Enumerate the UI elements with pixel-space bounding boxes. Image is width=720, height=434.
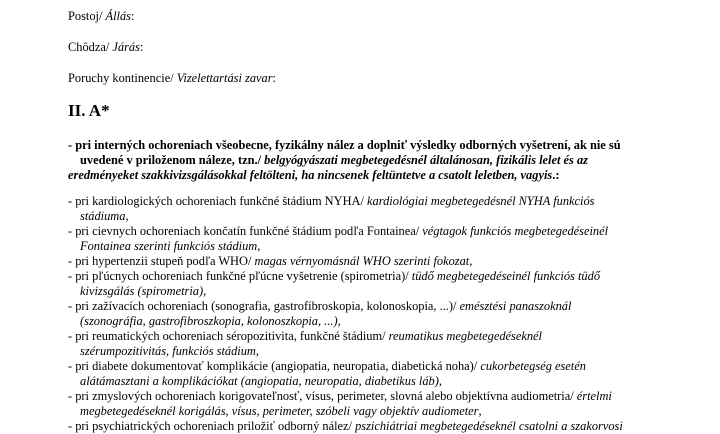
list-item: - pri zmyslových ochoreniach korigovateľnosť, vísus, perimeter, slovná alebo objektívna audiometria/ értelmi: [68, 389, 612, 403]
list-item: - pri pľúcnych ochoreniach funkčné pľúcne vyšetrenie (spirometria)/ tüdő megbetegedéseinél funkciós tüdő: [68, 269, 601, 283]
list-item: - pri cievnych ochoreniach končatín funkčné štádium podľa Fontainea/ végtagok funkciós megbetegedéseinél: [68, 224, 609, 238]
list-item-cont: kivizsgálás (spirometria),: [80, 284, 207, 298]
list-item: - pri kardiologických ochoreniach funkčné štádium NYHA/ kardiológiai megbetegedésnél NYHA funkciós: [68, 194, 595, 208]
list-item-cont: alátámasztani a komplikációkat (angiopatia, neuropatia, diabetikus láb),: [80, 374, 442, 388]
field-walking: Chôdza/ Járás:: [68, 40, 144, 54]
list-item-cont: szérumpozitivitás, funkciós stádium,: [80, 344, 259, 358]
field-posture: Postoj/ Állás:: [68, 9, 135, 23]
intro-line-1: - pri interných ochoreniach všeobecne, fyzikálny nález a doplniť výsledky odborných vyšetrení, ak nie sú: [68, 138, 621, 152]
list-item-cont: megbetegedéseknél korigálás, vísus, perimeter, szóbeli vagy objektív audiometer,: [80, 404, 482, 418]
list-item-cont: (szonográfia, gastrofibroszkopia, kolonoszkopia, ...),: [80, 314, 341, 328]
list-item: - pri hypertenzii stupeň podľa WHO/ magas vérnyomásnál WHO szerinti fokozat,: [68, 254, 473, 268]
field-continence: Poruchy kontinencie/ Vizelettartási zavar:: [68, 71, 276, 85]
list-item: - pri psychiatrických ochoreniach priložiť odborný nález/ pszichiátriai megbetegedéseknél csatolni a szakorvosi: [68, 419, 623, 433]
list-item-cont: stádiuma,: [80, 209, 129, 223]
intro-line-3: eredményeket szakkivizsgálásokkal feltölteni, ha nincsenek feltüntetve a csatolt leletben, vagyis.:: [68, 168, 560, 182]
list-item: - pri diabete dokumentovať komplikácie (angiopatia, neuropatia, diabetická noha)/ cukorbetegség esetén: [68, 359, 586, 373]
list-item-cont: Fontainea szerinti funkciós stádium,: [80, 239, 261, 253]
section-title: II. A*: [68, 101, 110, 120]
list-item: - pri zažívacích ochoreniach (sonografia, gastrofibroskopia, kolonoskopia, ...)/ emésztési panaszoknál: [68, 299, 572, 313]
intro-line-2: uvedené v priloženom náleze, tzn./ belgyógyászati megbetegedésnél általánosan, fizikális lelet és az: [80, 153, 588, 167]
list-item: - pri reumatických ochoreniach séropozitivita, funkčné štádium/ reumatikus megbetegedéseknél: [68, 329, 542, 343]
